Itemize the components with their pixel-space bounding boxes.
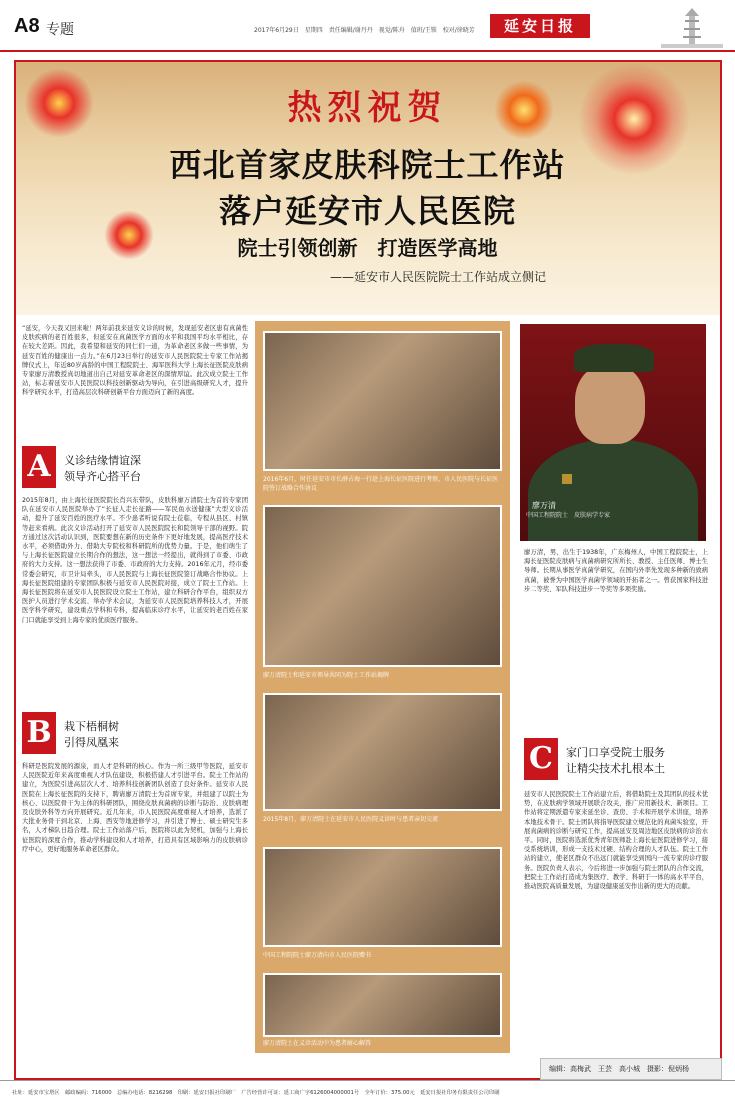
intro-paragraph: “延安，今天我又回来啦！两年前我来延安义诊的时候，发现延安老区患有真菌性皮肤疾病的老百姓很多，但延安在真菌医学方面的水平和我国平均水平相比，存在较大差距。因此，我希望和延安的同仁们一道，为革命老区多做一些事情，为延安百姓的健康出一点力。”在6月23日举行的延安市人民医院院士专家工作站揭牌仪式上，年近80岁高龄的中国工程院院士、海军医科大学上海长征医院皮肤病专家廖万清教授真切地道出自己对延安革命老区的深情厚谊。此次成立院士工作站，标志着延安市人民医院以科技创新驱动为导向，在引进高级研究人才，提升科学研究水平，打造高层次科研创新平台方面迈向了新的高度。 (22, 325, 248, 397)
page-footer (0, 1080, 735, 1106)
pagoda-icon (661, 6, 723, 48)
section-title-2: 让精尖技术扎根本土 (566, 762, 665, 775)
section-a-heading (22, 446, 184, 494)
section-title-2: 领导齐心搭平台 (64, 470, 141, 483)
portrait-title: 中国工程院院士 皮肤病学专家 (526, 512, 611, 519)
section-c-heading (524, 738, 686, 786)
section-title-2: 引得凤凰来 (64, 736, 119, 749)
section-letter: A (22, 446, 56, 488)
section-letter: B (22, 712, 56, 754)
headline-line2: 落户延安市人民医院 (218, 192, 516, 230)
section-title-1: 栽下梧桐树 (64, 720, 119, 733)
photo-group-meeting (263, 331, 502, 471)
section-letter: C (524, 738, 558, 780)
page-number: A8 (14, 15, 40, 37)
editor-credits: 编辑：高梅武 王芸 高小城 摄影：倪炳杨 (540, 1058, 722, 1080)
photo-consultation (263, 973, 502, 1037)
portrait-name: 廖万清 (532, 501, 556, 510)
photo-caption: 廖万清院士在义诊活动中为患者耐心解答 (263, 1040, 372, 1047)
footer-info: 社址：延安市宝塔区 邮政编码：716000 总编办电话：8216298 印刷：延安日报社印刷厂 广告经营许可证：延工商广字6126004000001号 全年订价：375.00元 延安日报社印务有限责任公司印刷 (12, 1090, 500, 1096)
photo-caption: 2015年8月，廖万清院士在延安市人民医院义诊时与患者亲切交流 (263, 816, 439, 823)
section-title-1: 义诊结缘情谊深 (64, 454, 141, 467)
photo-book-gift (263, 847, 502, 947)
section-title-1: 家门口享受院士服务 (566, 746, 665, 759)
section-b-heading (22, 712, 184, 760)
section-a-text: 2015年8月，由上海长征医院院长肖兴东带队，皮肤科廖万清院士为首的专家团队在延安市人民医院举办了“长征人走长征路——军民鱼水送健康”大型义诊活动，提升了延安百姓的医疗水平。不少患者听说有院士莅临，专程从县区、村镇等赶来看病。此次义诊活动打开了延安市人民医院院长和院领导干部的视野。院方通过这次活动认识到，医院要想在新的历史条件下更好地发展，提高医疗技术水平，必须借助外力、借助大专院校和科研院所的优势力量。于是，他们萌生了与上海长征医院建立长期合作的想法，这一想法一经提出，就得到了市委、市政府的大力支持。这一想法获得了市委、市政府的大力支持。2016年元月，经市委常委会研究，市卫计局牵头，市人民医院与上海长征医院签订战略合作协议。上海长征医院组建的专家团队积极与延安市人民医院对接，成立了院士工作站。上海长征医院将在延安市人民医院设立院士工作站，建立科研合作平台，组织双方医护人员进行学术交流、举办学术会议，为延安市人民医院培养科技人才，开展医学科学研究，建设重点学科和专科，提高临床诊疗水平，让延安的老百姓在家门口就能享受到上海专家的优质医疗服务。 (22, 497, 248, 624)
kicker: 热烈祝贺 (287, 88, 448, 128)
headline-line1: 西北首家皮肤科院士工作站 (169, 146, 566, 184)
photo-unveiling (263, 505, 502, 667)
issue-meta: 2017年6月29日 星期四 责任编辑/谢丹丹 视觉/陈舟 值班/王锁 校对/徐晓芳 (254, 27, 475, 34)
photo-clinic (263, 693, 502, 811)
photo-caption: 中国工程院院士廖万清向市人民医院赠书 (263, 952, 372, 959)
page-header (0, 0, 735, 52)
subheadline: 院士引领创新 打造医学高地 (237, 236, 498, 260)
newspaper-logo: 延安日报 (490, 14, 590, 38)
section-label: 专题 (46, 22, 74, 38)
photo-caption: 2016年6月，时任延安市市长薛占海一行赴上海长征医院进行考察，市人民医院与长征医院签订战略合作协议 (263, 476, 499, 492)
section-c-text: 延安市人民医院院士工作站建立后，将借助院士及其团队的技术优势，在皮肤病学领域开展联合攻关，推广应用新技术、新项目。工作站将定期派遣专家来延坐诊、查房、手术和开展学术讲座，培养本地技术骨干。院士团队将指导医院建立规范化的真菌实验室，开展真菌病的诊断与研究工作，提高延安及周边地区皮肤病的诊治水平。同时，医院将选派优秀青年医师赴上海长征医院进修学习，接受系统培训，形成一支技术过硬、结构合理的人才队伍。院士工作站的建立，使老区群众不出远门就能享受到国内一流专家的诊疗服务。医院负责人表示，今后将进一步加强与院士团队的合作交流，把院士工作站打造成为集医疗、教学、科研于一体的高水平平台，推动医院高质量发展，为建设健康延安作出新的更大的贡献。 (524, 791, 708, 891)
photo-panel (255, 321, 510, 1053)
byline: ——延安市人民医院院士工作站成立侧记 (330, 270, 547, 284)
photo-caption: 廖万清院士和延安市领导共同为院士工作站揭牌 (263, 672, 390, 679)
portrait-bio: 廖万清，男，出生于1938年，广东梅州人，中国工程院院士，上海长征医院皮肤病与真菌病研究所所长、教授、主任医师、博士生导师。长期从事医学真菌学研究，在国内外率先发现多种新的致病真菌，被誉为中国医学真菌学领域的开拓者之一。曾获国家科技进步二等奖、军队科技进步一等奖等多项奖励。 (524, 549, 708, 593)
section-b-text: 科研是医院发展的源泉，而人才是科研的核心。作为一所三级甲等医院，延安市人民医院近年来高度重视人才队伍建设，积极搭建人才引进平台。院士工作站的建立，为医院引进高层次人才、培养科技创新团队创造了良好条件。延安市人民医院在上海长征医院的支持下，聘请廖万清院士为首席专家，并组建了以院士为核心、以医院骨干为主体的科研团队，围绕皮肤真菌病的诊断与防治、皮肤病理及皮肤外科等方向开展研究。近几年来，市人民医院高度重视人才培养，选派了大批业务骨干到北京、上海、西安等地进修学习，并引进了博士、硕士研究生多名，人才梯队日趋合理。院士工作站落户后，医院将以此为契机，加强与上海长征医院的深度合作，推动学科建设和人才培养，打造具有区域影响力的皮肤病诊疗中心，更好地服务革命老区群众。 (22, 763, 248, 853)
